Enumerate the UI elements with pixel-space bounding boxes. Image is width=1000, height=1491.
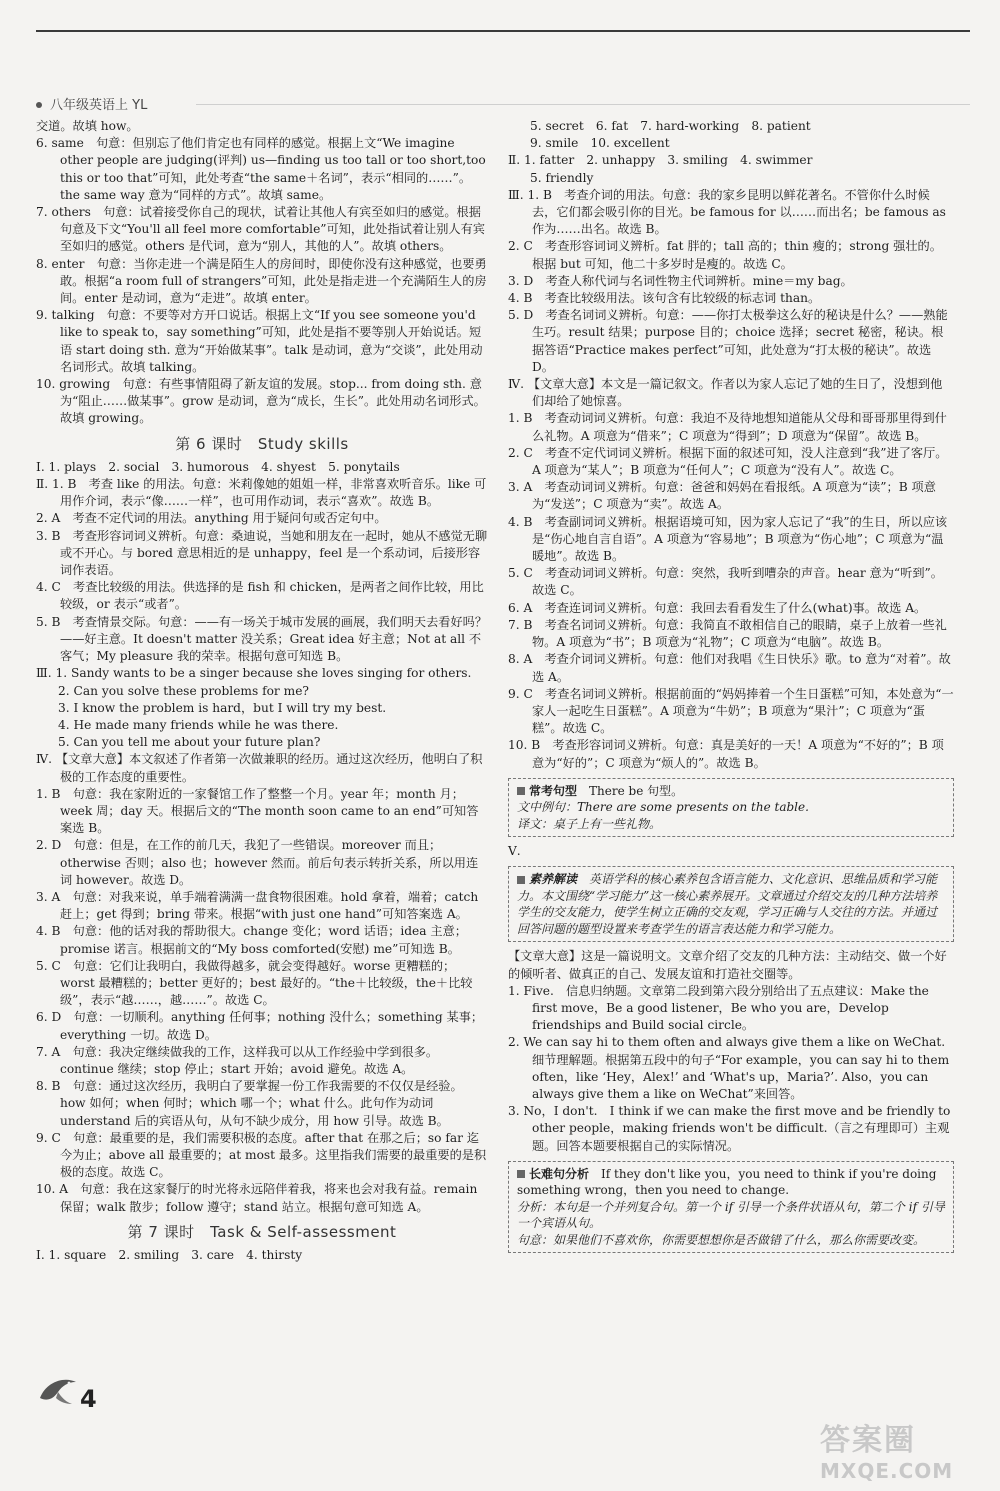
answer-item: Ⅰ. 1. plays 2. social 3. humorous 4. shyest 5. ponytails <box>36 459 400 474</box>
box-heading-rest: There be 句型。 <box>589 783 684 798</box>
answer-item: 10. A 句意：我在这家餐厅的时光将永远陪伴着我，将来也会对我有益。remain 保留；walk 散步；follow 遵守；stand 站立。根据句意可知选 A。 <box>36 1182 482 1214</box>
box-line: 文中例句：There are some presents on the table. <box>517 800 809 815</box>
square-bullet-icon <box>517 1170 525 1178</box>
answer-item: 5. B 考查情景交际。句意：——有一场关于城市发展的画展，我们明天去看好吗？——好主意。It doesn't matter 没关系；Great idea 好主意；Not at all 不客气；My pleasure 我的荣幸。根据句意可知选 B。 <box>36 614 488 664</box>
answer-item: 4. B 考查比较级用法。该句含有比较级的标志词 than。 <box>508 291 821 306</box>
answer-item: 2. We can say hi to them often and always give them a like on WeChat. 细节理解题。根据第五段中的句子“For example，you can say hi to them often，like ‘Hey，Alex!’ and ‘What's up，Maria?’. Also，you can always give them a like on WeChat”来回答。 <box>508 1035 958 1102</box>
answer-item: 8. B 句意：通过这次经历，我明白了要掌握一份工作我需要的不仅仅是经验。how 如何；when 何时；which 哪一个；what 什么。此句作为动词 understand 后的宾语从句，从句不缺少成分，用 how 引导。故选 B。 <box>36 1079 463 1128</box>
answer-item: 3. I know the problem is hard，but I will try my best. <box>58 700 387 715</box>
answer-item: 4. B 句意：他的话对我的帮助很大。change 变化；word 话语；idea 主意；promise 诺言。根据前文的“My boss comforted(安慰) me”可知选 B。 <box>36 924 467 956</box>
box-heading: 长难句分析 <box>529 1166 590 1181</box>
answer-item: 5. D 考查名词词义辨析。句意：——你打太极拳这么好的秘诀是什么？——熟能生巧。result 结果；purpose 目的；choice 选择；secret 秘密，秘诀。根据答语“Practice makes perfect”可知，此处意为“打太极的秘诀”。故选 D。 <box>508 308 948 374</box>
answer-item: 2. C 考查形容词词义辨析。fat 胖的；tall 高的；thin 瘦的；strong 强壮的。根据 but 可知，他二十多岁时是瘦的。故选 C。 <box>508 239 942 271</box>
lesson-6-heading: 第 6 课时 Study skills <box>175 434 349 453</box>
right-column <box>508 118 958 1259</box>
answer-item: 1. Five. 信息归纳题。文章第二段到第六段分别给出了五点建议：Make the first move，Be a good listener，Be who you are，Develop friendships and Build social circle。 <box>508 983 933 1033</box>
answer-item: 5. C 考查动词词义辨析。句意：突然，我听到嘈杂的声音。hear 意为“听到”。故选 C。 <box>508 566 943 598</box>
answer-item: Ⅲ. 1. B 考查介词的用法。句意：我的家乡昆明以鲜花著名。不管你什么时候去，它们都会吸引你的目光。be famous for 以……而出名；be famous as 作为……出名。故选 B。 <box>508 187 950 237</box>
answer-item: 9. smile 10. excellent <box>530 136 670 151</box>
box-line: 分析：本句是一个并列复合句。第一个 if 引导一个条件状语从句，第二个 if 引导一个宾语从句。 <box>517 1199 945 1231</box>
top-rule <box>36 30 970 32</box>
answer-item: 4. C 考查比较级的用法。供选择的是 fish 和 chicken，是两者之间作比较，用比较级，or 表示“或者”。 <box>36 580 484 612</box>
box-heading: 常考句型 <box>529 783 578 798</box>
answer-item: 7. others 句意：试着接受你自己的现状，试着让其他人有宾至如归的感觉。根据句意及下文“You'll all feel more comfortable”可知，此处指试着让别人有宾至如归的感觉。others 是代词，意为“别人，其他的人”。故填 others。 <box>36 205 485 254</box>
answer-item: 2. D 句意：但是，在工作的前几天，我犯了一些错误。moreover 而且；otherwise 否则；also 也；however 然而。前后句表示转折关系，所以用连词 however。故选 D。 <box>36 838 479 887</box>
answer-item: Ⅰ. 1. square 2. smiling 3. care 4. thirsty <box>36 1248 303 1262</box>
answer-item: 6. same 句意：但别忘了他们肯定也有同样的感觉。根据上文“We imagine other people are judging(评判) us—finding us too tall or too short,too this or too that”可知，此处考查“the same＋名词”，表示“相同的……”。the same way 意为“同样的方式”。故填 same。 <box>36 136 490 202</box>
answer-item: 2. A 考查不定代词的用法。anything 用于疑问句或否定句中。 <box>36 511 387 526</box>
answer-item: 6. D 句意：一切顺利。anything 任何事；nothing 没什么；something 某事；everything 一切。故选 D。 <box>36 1010 484 1042</box>
page-header <box>36 92 970 116</box>
answer-item: Ⅲ. 1. Sandy wants to be a singer because she loves singing for others. <box>36 666 472 681</box>
answer-item: 10. growing 句意：有些事情阻碍了新友谊的发展。stop... from doing sth. 意为“阻止……做某事”。grow 是动词，意为“成长，生长”。此处用动名词形式。故填 growing。 <box>36 377 486 426</box>
answer-item: 1. B 考查动词词义辨析。句意：我迫不及待地想知道能从父母和哥哥那里得到什么礼物。A 项意为“借来”；C 项意为“得到”；D 项意为“保留”。故选 B。 <box>508 411 947 443</box>
answer-item: Ⅱ. 1. B 考查 like 的用法。句意：米莉像她的姐姐一样，非常喜欢听音乐。like 可用作介词，表示“像……一样”，也可用作动词，表示“喜欢”。故选 B。 <box>36 477 487 509</box>
box-heading: 素养解读 <box>529 872 578 887</box>
answer-item: 7. A 句意：我决定继续做我的工作，这样我可以从工作经验中学到很多。continue 继续；stop 停止；start 开始；avoid 避免。故选 A。 <box>36 1044 439 1076</box>
answer-item: 2. C 考查不定代词词义辨析。根据下面的叙述可知，没人注意到“我”进了客厅。A 项意为“某人”；B 项意为“任何人”；C 项意为“没有人”。故选 C。 <box>508 445 948 478</box>
dolphin-logo-icon <box>36 1368 80 1412</box>
answer-item: 5. Can you tell me about your future plan? <box>58 735 321 750</box>
answer-item: 9. C 句意：最重要的是，我们需要积极的态度。after that 在那之后；so far 迄今为止；above all 最重要的；at most 最多。这里指我们需要的最重要的是积极的态度。故选 C。 <box>36 1130 487 1180</box>
box-text: 英语学科的核心素养包含语言能力、文化意识、思维品质和学习能力。本文围绕“学习能力”这一核心素养展开。文章通过介绍交友的几种方法培养学生的交友能力，使学生树立正确的交友观，学习正确与人交往的方法。并通过回答问题的题型设置来考查学生的语言表达能力和学习能力。 <box>517 872 938 936</box>
square-bullet-icon <box>517 787 525 795</box>
box-line: 译文：桌子上有一些礼物。 <box>517 816 662 831</box>
watermark-line2: MXQE.COM <box>820 1459 954 1483</box>
box-heading-rest: If they don't like you，you need to think if you're doing something wrong，then you need to change. <box>517 1166 941 1198</box>
answer-item: 4. B 考查副词词义辨析。根据语境可知，因为家人忘记了“我”的生日，所以应该是“伤心地自言自语”。A 项意为“容易地”；B 项意为“伤心地”；C 项意为“温暖地”。故选 B。 <box>508 514 948 564</box>
header-rule <box>196 104 970 105</box>
answer-item: 3. No，I don't. I think if we can make the first move and be friendly to other people，making friends won't be difficult.（言之有理即可）主观题。回答本题要根据自己的实际情况。 <box>508 1104 955 1153</box>
watermark <box>820 1415 980 1483</box>
answer-item: 5. friendly <box>530 170 594 185</box>
sentence-analysis-box <box>508 1161 954 1254</box>
watermark-line1: 答案圈 <box>820 1423 916 1458</box>
bullet-dot-icon <box>36 102 42 108</box>
square-bullet-icon <box>517 876 525 884</box>
answer-item: Ⅳ. 【文章大意】本文叙述了作者第一次做兼职的经历。通过这次经历，他明白了积极的工作态度的重要性。 <box>36 752 483 784</box>
answer-item: 10. B 考查形容词词义辨析。句意：真是美好的一天！A 项意为“不好的”；B 项意为“好的”；C 项意为“烦人的”。故选 B。 <box>508 738 944 770</box>
page-number: 4 <box>80 1385 97 1413</box>
section-label: Ⅴ. <box>508 844 521 859</box>
answer-item: 8. enter 句意：当你走进一个满是陌生人的房间时，即使你没有这种感觉，也要勇敢。根据“a room full of strangers”可知，此处是指走进一个充满陌生人的房间。enter 是动词，意为“走进”。故填 enter。 <box>36 256 487 306</box>
answer-item: 9. talking 句意：不要等对方开口说话。根据上文“If you see someone you'd like to speak to，say something”可知，此处是指不要等别人开始说话。短语 start doing sth. 意为“开始做某事”。talk 是动词，意为“交谈”，此处用动名词形式。故填 talking。 <box>36 308 483 374</box>
answer-item: 5. secret 6. fat 7. hard-working 8. patient <box>530 119 811 133</box>
answer-item: 3. A 考查动词词义辨析。句意：爸爸和妈妈在看报纸。A 项意为“读”；B 项意为“发送”；C 项意为“卖”。故选 A。 <box>508 480 936 512</box>
answer-item: 8. A 考查介词词义辨析。句意：他们对我唱《生日快乐》歌。to 意为“对着”。故选 A。 <box>508 652 951 684</box>
answer-item: 3. B 考查形容词词义辨析。句意：桑迪说，当她和朋友在一起时，她从不感觉无聊或不开心。与 bored 意思相近的是 unhappy，feel 是一个系动词，后接形容词作表语。 <box>36 528 488 578</box>
answer-item: 7. B 考查名词词义辨析。句意：我简直不敢相信自己的眼睛，桌子上放着一些礼物。A 项意为“书”；B 项意为“礼物”；C 项意为“电脑”。故选 B。 <box>508 617 947 650</box>
answer-item: 6. A 考查连词词义辨析。句意：我回去看看发生了什么(what)事。故选 A。 <box>508 600 927 615</box>
answer-item: 3. A 句意：对我来说，单手端着满满一盘食物很困难。hold 拿着，端着；catch 赶上；get 得到；bring 带来。根据“with just one hand”可知答案选 A。 <box>36 889 483 922</box>
answer-item: 5. C 句意：它们让我明白，我做得越多，就会变得越好。worse 更糟糕的；worst 最糟糕的；better 更好的；best 最好的。“the＋比较级，the＋比较级”，表示“越……，越……”。故选 C。 <box>36 958 473 1008</box>
literacy-box <box>508 866 954 942</box>
answer-item: 1. B 句意：我在家附近的一家餐馆工作了整整一个月。year 年；month 月；week 周；day 天。根据后文的“The month soon came to an end”可知答案选 B。 <box>36 786 479 836</box>
left-column <box>36 118 488 1264</box>
answer-item: 9. C 考查名词词义辨析。根据前面的“妈妈捧着一个生日蛋糕”可知，本处意为“一家人一起吃生日蛋糕”。A 项意为“牛奶”；B 项意为“果汁”；C 项意为“蛋糕”。故选 C。 <box>508 686 954 736</box>
answer-item: Ⅱ. 1. fatter 2. unhappy 3. smiling 4. swimmer <box>508 153 813 168</box>
answer-item: 2. Can you solve these problems for me? <box>58 683 309 698</box>
answer-item: Ⅳ. 【文章大意】本文是一篇记叙文。作者以为家人忘记了她的生日了，没想到他们却给了她惊喜。 <box>508 377 943 409</box>
answer-item: 3. D 考查人称代词与名词性物主代词辨析。mine＝my bag。 <box>508 273 853 288</box>
answer-item: 【文章大意】这是一篇说明文。文章介绍了交友的几种方法：主动结交、做一个好的倾听者、做真正的自己、发展友谊和打造社交圈等。 <box>508 949 947 981</box>
answer-item: 交道。故填 how。 <box>36 119 139 133</box>
common-sentence-box <box>508 778 954 838</box>
box-line: 句意：如果他们不喜欢你，你需要想想你是否做错了什么，那么你需要改变。 <box>517 1232 926 1247</box>
header-title: 八年级英语上 YL <box>50 98 148 113</box>
answer-item: 4. He made many friends while he was there. <box>58 717 339 732</box>
lesson-7-heading: 第 7 课时 Task & Self-assessment <box>127 1222 397 1241</box>
